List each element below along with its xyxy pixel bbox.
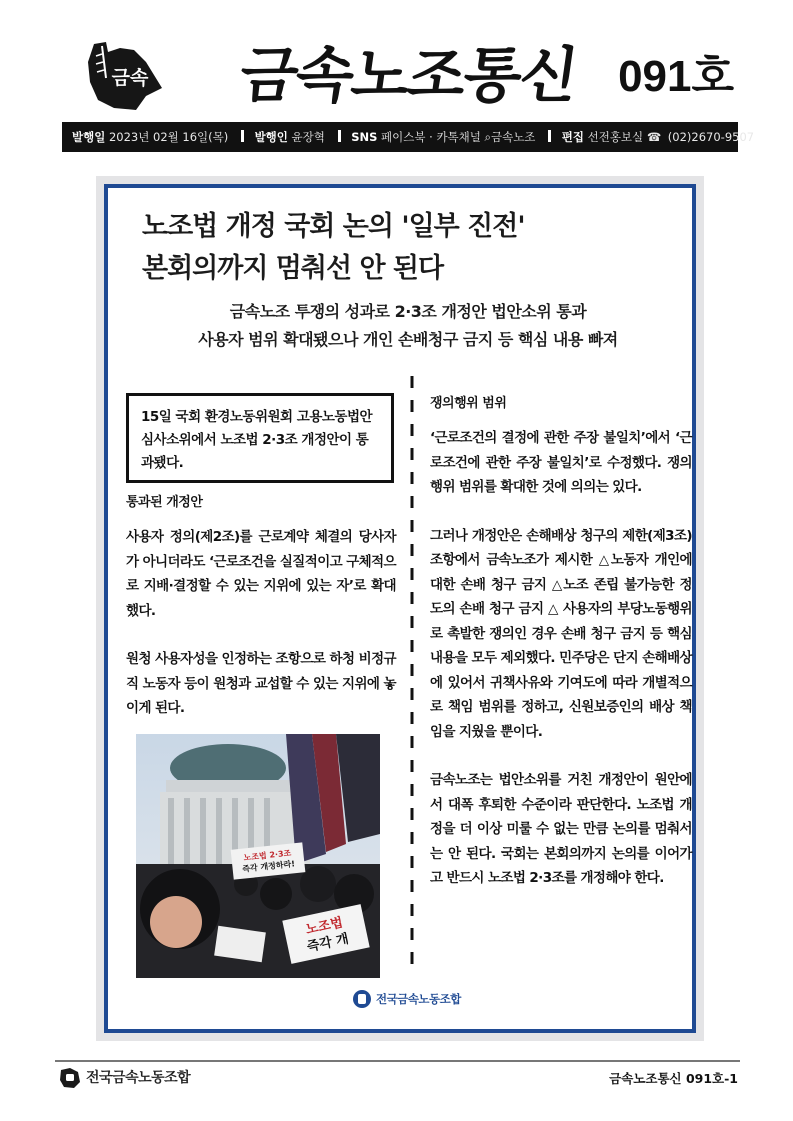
date-value: 2023년 02월 16일(목)	[108, 130, 229, 144]
lead-box: 15일 국회 환경노동위원회 고용노동법안심사소위에서 노조법 2·3조 개정안이 통과됐다.	[126, 393, 394, 483]
separator	[548, 130, 551, 142]
photo-sign-text: 즉각 개정하라!	[241, 859, 296, 874]
headline-line-1: 노조법 개정 국회 논의 '일부 진전'	[142, 211, 525, 242]
headline	[142, 206, 672, 290]
union-fist-logo	[76, 38, 168, 114]
column-divider	[410, 376, 414, 976]
union-name-center: 전국금속노동조합	[376, 992, 461, 1006]
separator	[241, 130, 244, 142]
footer-brand	[58, 1066, 238, 1092]
photo-sign-text: 노조법	[304, 915, 345, 938]
subhead-line-2: 사용자 범위 확대됐으나 개인 손배청구 금지 등 핵심 내용 빠져	[198, 330, 618, 349]
sns-value: 페이스북 · 카톡채널 ⌕금속노조	[381, 130, 536, 144]
section-heading-passed-bill: 통과된 개정안	[126, 495, 203, 510]
footer-rule	[55, 1060, 740, 1062]
phone-icon: ☎	[646, 130, 662, 144]
section-heading-strike-scope: 쟁의행위 범위	[430, 396, 507, 411]
publication-info-bar	[62, 122, 755, 152]
union-fist-icon	[352, 989, 372, 1009]
right-paragraph-2: 그러나 개정안은 손해배상 청구의 제한(제3조) 조항에서 금속노조가 제시한 △노동자 개인에 대한 손배 청구 금지 △노조 존립 불가능한 정도의 손배 청구 금지 △ 사용자의 부당노동행위로 촉발한 쟁의인 경우 손배 청구 금지 등 핵심 내용을 모두 제외했다. 민주당은 단지 손해배상에 있어서 귀책사유와 기여도에 따라 개별적으로 책임 범위를 정하고, 신원보증인의 배상 책임을 지웠을 뿐이다.	[430, 527, 692, 740]
article-body	[104, 184, 696, 1033]
phone-value: (02)2670-9507	[667, 130, 755, 144]
newsletter-title: 금속노조통신	[235, 41, 581, 111]
issue-number: 091호	[618, 52, 734, 101]
right-paragraph-1: ‘근로조건의 결정에 관한 주장 불일치’에서 ‘근로조건에 관한 주장 불일치’로 수정했다. 쟁의행위 범위를 확대한 것에 의의는 있다.	[430, 430, 692, 495]
left-paragraph-1: 사용자 정의(제2조)를 근로계약 체결의 당사자가 아니더라도 ‘근로조건을 실질적이고 구체적으로 지배·결정할 수 있는 지위에 있는 자’로 확대했다.	[126, 529, 396, 619]
footer-brand-name: 전국금속노동조합	[86, 1070, 191, 1086]
right-paragraph-3: 금속노조는 법안소위를 거친 개정안이 원안에서 대폭 후퇴한 수준이라 판단한다. 노조법 개정을 더 이상 미룰 수 없는 만큼 논의를 멈춰서는 안 된다. 국회는 본회의까지 논의를 이어가고 반드시 노조법 2·3조를 개정해야 한다.	[430, 772, 692, 886]
sns-label: SNS	[351, 130, 378, 144]
page-number: 금속노조통신 091호-1	[609, 1071, 738, 1086]
subhead-line-1: 금속노조 투쟁의 성과로 2·3조 개정안 법안소위 통과	[229, 302, 587, 321]
union-logo-center	[352, 988, 482, 1010]
left-column	[126, 493, 396, 745]
headline-line-2: 본회의까지 멈춰선 안 된다	[142, 253, 444, 284]
protest-photo	[136, 734, 380, 978]
photo-sign-text: 노조법 2·3조	[243, 848, 292, 863]
publisher-label: 발행인	[254, 130, 288, 144]
separator	[338, 130, 341, 142]
left-paragraph-2: 원청 사용자성을 인정하는 조항으로 하청 비정규직 노동자 등이 원청과 교섭할 수 있는 지위에 놓이게 된다.	[126, 651, 396, 716]
logo-text: 금속	[111, 67, 149, 89]
date-label: 발행일	[72, 130, 106, 144]
masthead	[62, 30, 738, 118]
right-column	[430, 394, 692, 915]
union-fist-icon	[58, 1066, 82, 1090]
editor-label: 편집	[561, 130, 584, 144]
editor-value: 선전홍보실	[587, 130, 644, 144]
photo-sign-text: 즉각 개	[305, 931, 351, 956]
publisher-value: 윤장혁	[291, 130, 325, 144]
subheadline	[118, 298, 698, 354]
article-frame	[96, 176, 704, 1041]
